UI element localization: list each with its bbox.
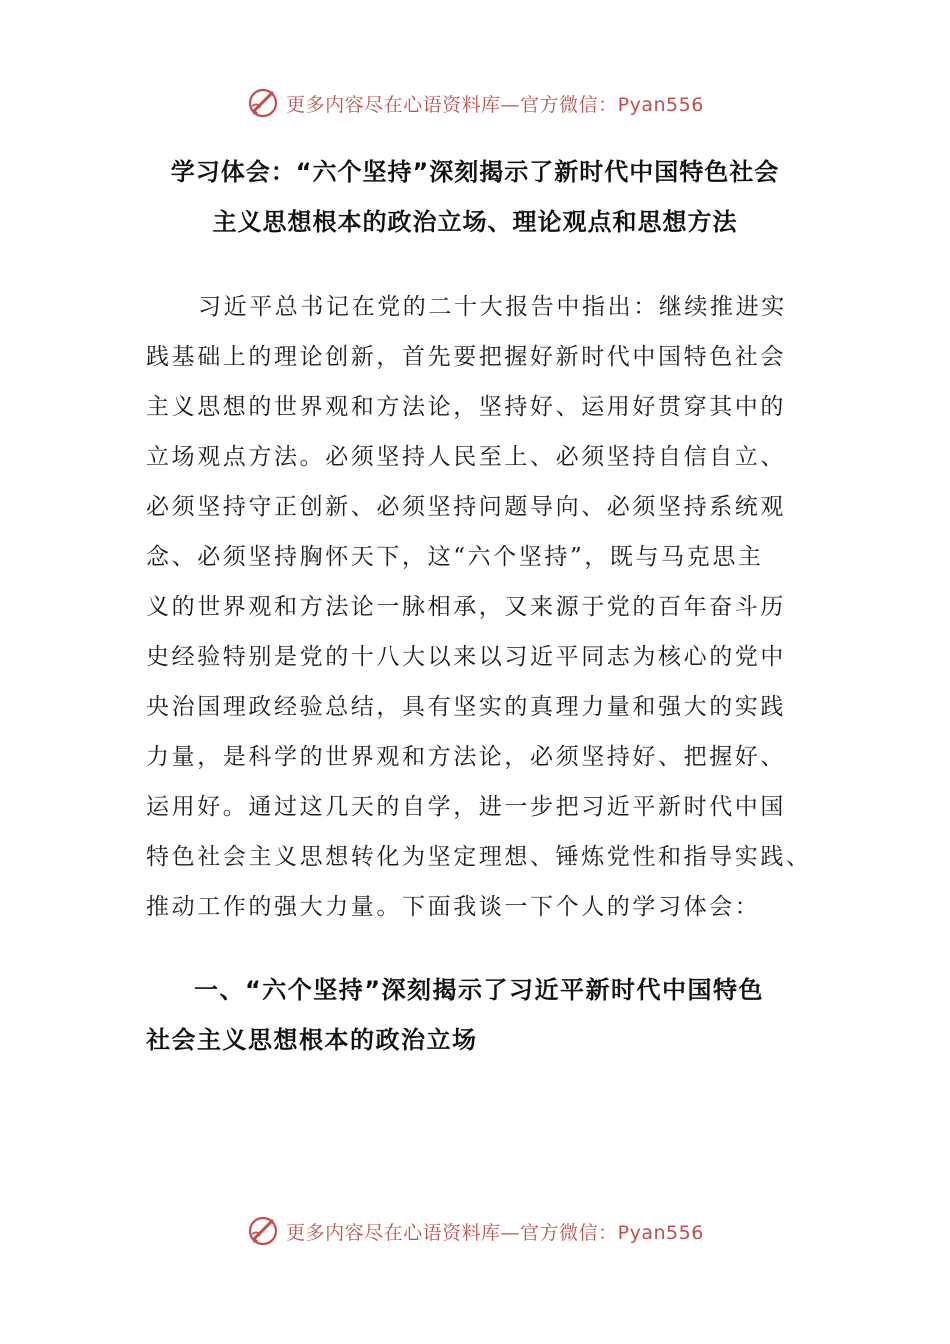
- paragraph-line: 力量，是科学的世界观和方法论，必须坚持好、把握好、: [146, 744, 786, 770]
- paragraph-line: 推动工作的强大力量。下面我谈一下个人的学习体会：: [146, 894, 761, 920]
- paragraph-line: 必须坚持守正创新、必须坚持问题导向、必须坚持系统观: [146, 494, 786, 520]
- document-title: [130, 147, 820, 247]
- paragraph-line: 念、必须坚持胸怀天下，这“六个坚持”，既与马克思主: [146, 544, 764, 570]
- header-watermark: [0, 83, 950, 123]
- paragraph-line: 史经验特别是党的十八大以来以习近平同志为核心的党中: [146, 644, 786, 670]
- paragraph-line: 义的世界观和方法论一脉相承，又来源于党的百年奋斗历: [146, 594, 786, 620]
- section-heading-line: 一、“六个坚持”深刻揭示了习近平新时代中国特色: [194, 976, 765, 1004]
- watermark-text: 更多内容尽在心语资料库—官方微信：Pyan556: [286, 1221, 704, 1244]
- paragraph-line: 立场观点方法。必须坚持人民至上、必须坚持自信自立、: [146, 444, 786, 470]
- pen-logo-icon: [246, 1214, 280, 1248]
- body-paragraph: [146, 282, 812, 932]
- section-heading: [146, 965, 796, 1065]
- footer-watermark: [0, 1211, 950, 1251]
- paragraph-line: 央治国理政经验总结，具有坚实的真理力量和强大的实践: [146, 694, 786, 720]
- paragraph-line: 习近平总书记在党的二十大报告中指出：继续推进实: [198, 294, 787, 320]
- paragraph-line: 特色社会主义思想转化为坚定理想、锤炼党性和指导实践、: [146, 844, 812, 870]
- title-line: 学习体会：“六个坚持”深刻揭示了新时代中国特色社会: [170, 158, 780, 186]
- section-heading-line: 社会主义思想根本的政治立场: [146, 1026, 478, 1054]
- title-line: 主义思想根本的政治立场、理论观点和思想方法: [212, 208, 738, 236]
- paragraph-line: 主义思想的世界观和方法论，坚持好、运用好贯穿其中的: [146, 394, 786, 420]
- watermark-text: 更多内容尽在心语资料库—官方微信：Pyan556: [286, 93, 704, 116]
- paragraph-line: 践基础上的理论创新，首先要把握好新时代中国特色社会: [146, 344, 786, 370]
- paragraph-line: 运用好。通过这几天的自学，进一步把习近平新时代中国: [146, 794, 786, 820]
- pen-logo-icon: [246, 86, 280, 120]
